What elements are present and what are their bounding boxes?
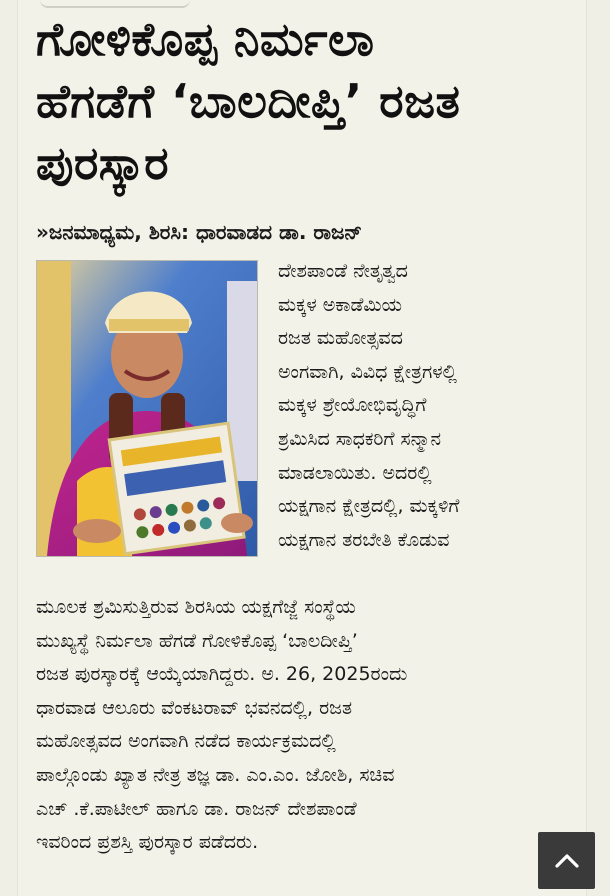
headline-line: ಪುರಸ್ಕಾರ (36, 136, 170, 190)
scroll-to-top-button[interactable] (538, 832, 595, 889)
top-decoration (40, 0, 190, 8)
body-line: ಮಕ್ಕಳ ಅಕಾಡೆಮಿಯ (278, 293, 402, 316)
chevron-up-icon (554, 853, 580, 869)
article-body-column (278, 255, 578, 557)
person-photo-illustration (37, 261, 257, 556)
body-line: ಇವರಿಂದ ಪ್ರಶಸ್ತಿ ಪುರಸ್ಕಾರ ಪಡೆದರು. (36, 831, 259, 854)
body-line: ಶ್ರಮಿಸಿದ ಸಾಧಕರಿಗೆ ಸನ್ಮಾನ (278, 427, 442, 450)
body-line: ಅಂಗವಾಗಿ, ವಿವಿಧ ಕ್ಷೇತ್ರಗಳಲ್ಲಿ (278, 360, 457, 383)
headline-line: ಗೋಳಿಕೊಪ್ಪ ನಿರ್ಮಲಾ (36, 12, 375, 66)
body-line: ದೇಶಪಾಂಡೆ ನೇತೃತ್ವದ (278, 260, 408, 282)
body-line: ಮುಖ್ಯಸ್ಥೆ ನಿರ್ಮಲಾ ಹೆಗಡೆ ಗೋಳಿಕೊಪ್ಪ ‘ಬಾಲದೀಪ್ತಿ’ (36, 629, 358, 652)
dateline: »ಜನಮಾಧ್ಯಮ, ಶಿರಸಿ: ಧಾರವಾಡದ ಡಾ. ರಾಜನ್ (36, 220, 363, 244)
article-body-full-width (36, 591, 581, 860)
body-line: ಯಕ್ಷಗಾನ ಕ್ಷೇತ್ರದಲ್ಲಿ, ಮಕ್ಕಳಿಗೆ (278, 495, 460, 518)
headline (36, 8, 581, 194)
headline-line: ಹೆಗಡೆಗೆ ‘ಬಾಲದೀಪ್ತಿ’ ರಜತ (36, 74, 461, 128)
body-line: ಮೂಲಕ ಶ್ರಮಿಸುತ್ತಿರುವ ಶಿರಸಿಯ ಯಕ್ಷಗೆಜ್ಜೆ ಸಂಸ್ಥೆಯ (36, 596, 356, 618)
body-line: ಮಾಡಲಾಯಿತು. ಅದರಲ್ಲಿ (278, 461, 432, 484)
body-line: ರಜತ ಮಹೋತ್ಸವದ (278, 327, 403, 350)
body-line: ಧಾರವಾಡ ಆಲೂರು ವೆಂಕಟರಾವ್ ಭವನದಲ್ಲಿ, ರಜತ (36, 696, 353, 719)
body-line: ಯಕ್ಷಗಾನ ತರಬೇತಿ ಕೊಡುವ (278, 528, 450, 551)
body-line: ಪಾಲ್ಗೊಂಡು ಖ್ಯಾತ ನೇತ್ರ ತಜ್ಞ ಡಾ. ಎಂ.ಎಂ. ಜೋಶಿ, ಸಚಿವ (36, 763, 395, 786)
article-photo (36, 260, 258, 557)
body-line: ಮಹೋತ್ಸವದ ಅಂಗವಾಗಿ ನಡೆದ ಕಾರ್ಯಕ್ರಮದಲ್ಲಿ (36, 730, 336, 753)
body-line: ಎಚ್ .ಕೆ.ಪಾಟೀಲ್ ಹಾಗೂ ಡಾ. ರಾಜನ್ ದೇಶಪಾಂಡೆ (36, 797, 357, 820)
body-line: ಮಕ್ಕಳ ಶ್ರೇಯೋಭಿವೃದ್ಧಿಗೆ (278, 394, 427, 417)
body-line: ರಜತ ಪುರಸ್ಕಾರಕ್ಕೆ ಆಯ್ಕೆಯಾಗಿದ್ದರು. ಅ. 26, 2025ರಂದು (36, 663, 408, 686)
